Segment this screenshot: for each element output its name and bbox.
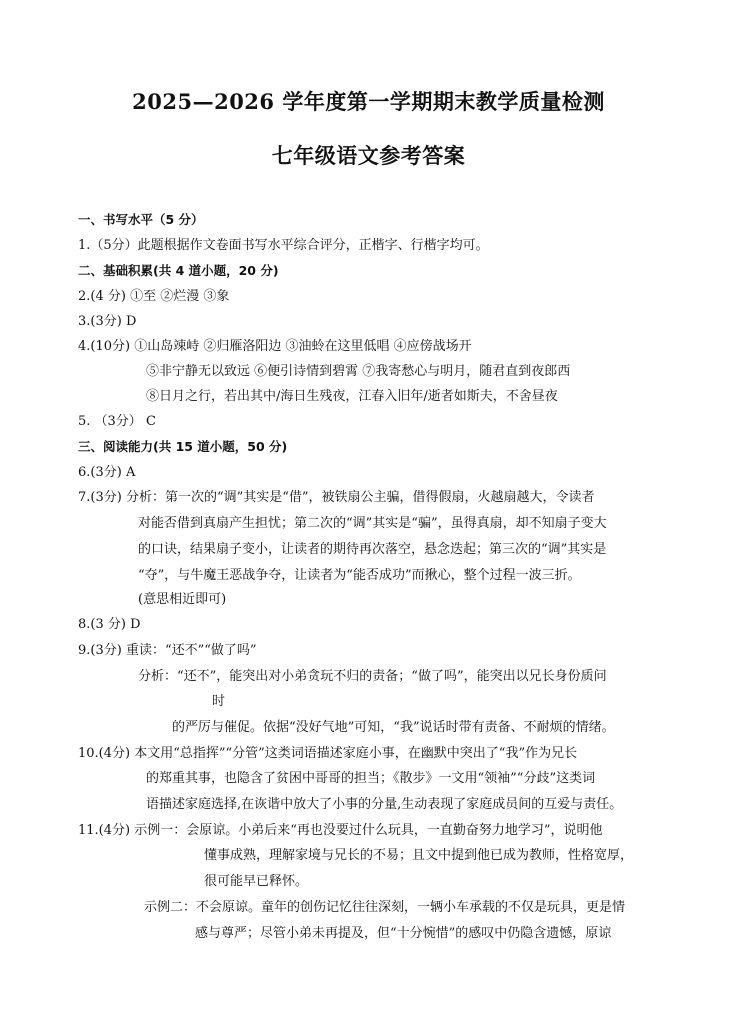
answer-line-q7-note: (意思相近即可) — [138, 592, 227, 607]
section-heading-writing: 一、书写水平（5 分） — [78, 212, 204, 227]
answer-line-q6: 6.(3分) A — [78, 465, 136, 480]
answer-key-subtitle: 七年级语文参考答案 — [271, 143, 466, 168]
answer-line-q7-cont: 对能否借到真扇产生担忧；第二次的“调”其实是“骗”，虽得真扇，却不知扇子变大 — [138, 516, 607, 531]
answer-line-q1: 1.（5分）此题根据作文卷面书写水平综合评分，正楷字、行楷字均可。 — [78, 238, 489, 253]
answer-line-q9: 9.(3分) 重读：“还不”“做了吗” — [78, 643, 257, 658]
answer-line-q11-cont: 感与尊严；尽管小弟未再提及，但“十分惋惜”的感叹中仍隐含遗憾，原谅 — [195, 926, 612, 941]
answer-line-q9-cont: 时 — [212, 694, 226, 709]
answer-line-q4-cont: ⑤非宁静无以致远 ⑥便引诗情到碧霄 ⑦我寄愁心与明月，随君直到夜郎西 — [146, 364, 571, 379]
answer-line-q8: 8.(3 分) D — [78, 617, 141, 632]
answer-line-q9-cont: 分析：“还不”，能突出对小弟贪玩不归的责备；“做了吗”，能突出以兄长身份质问 — [138, 669, 607, 684]
answer-line-q9-cont: 的严厉与催促。依据“没好气地”可知，“我”说话时带有责备、不耐烦的情绪。 — [172, 720, 615, 735]
answer-line-q7-cont: 的口诀，结果扇子变小，让读者的期待再次落空，悬念迭起；第三次的“调”其实是 — [138, 542, 607, 557]
exam-title: 2025—2026 学年度第一学期期末教学质量检测 — [132, 89, 605, 114]
answer-line-q5: 5. （3分） C — [78, 414, 156, 429]
answer-line-q2: 2.(4 分) ①至 ②烂漫 ③象 — [78, 289, 230, 304]
answer-line-q10-cont: 的郑重其事，也隐含了贫困中哥哥的担当；《散步》一文用“领袖”“分歧”这类词 — [146, 771, 596, 786]
answer-line-q7: 7.(3分) 分析：第一次的“调”其实是“借”，被铁扇公主骗，借得假扇，火越扇越大，令读者 — [78, 490, 595, 505]
answer-line-q11-cont: 懂事成熟，理解家境与兄长的不易；且文中提到他已成为教师，性格宽厚， — [204, 848, 634, 863]
answer-line-q7-cont: “夺”，与牛魔王恶战争夺，让读者为“能否成功”而揪心，整个过程一波三折。 — [138, 568, 581, 583]
answer-line-q4-cont: ⑧日月之行，若出其中/海日生残夜，江春入旧年/逝者如斯夫，不舍昼夜 — [146, 389, 558, 404]
answer-line-q10-cont: 语描述家庭选择,在诙谐中放大了小事的分量,生动表现了家庭成员间的互爱与责任。 — [146, 797, 623, 812]
section-heading-reading: 三、阅读能力(共 15 道小题，50 分) — [78, 439, 288, 454]
answer-line-q10: 10.(4分) 本文用“总指挥”“分管”这类词语描述家庭小事，在幽默中突出了“我”作为兄长 — [78, 746, 578, 761]
answer-line-q11-cont: 很可能早已释怀。 — [204, 874, 309, 889]
answer-line-q11-example2: 示例二：不会原谅。童年的创伤记忆往往深刻，一辆小车承载的不仅是玩具，更是情 — [144, 900, 626, 915]
answer-line-q11: 11.(4分) 示例一：会原谅。小弟后来“再也没要过什么玩具，一直勤奋努力地学习”，说明他 — [78, 823, 603, 838]
answer-line-q3: 3.(3分) D — [78, 314, 137, 329]
section-heading-basics: 二、基础积累(共 4 道小题，20 分) — [78, 263, 279, 278]
answer-line-q4: 4.(10分) ①山岛竦峙 ②归雁洛阳边 ③油蛉在这里低唱 ④应傍战场开 — [78, 339, 472, 354]
